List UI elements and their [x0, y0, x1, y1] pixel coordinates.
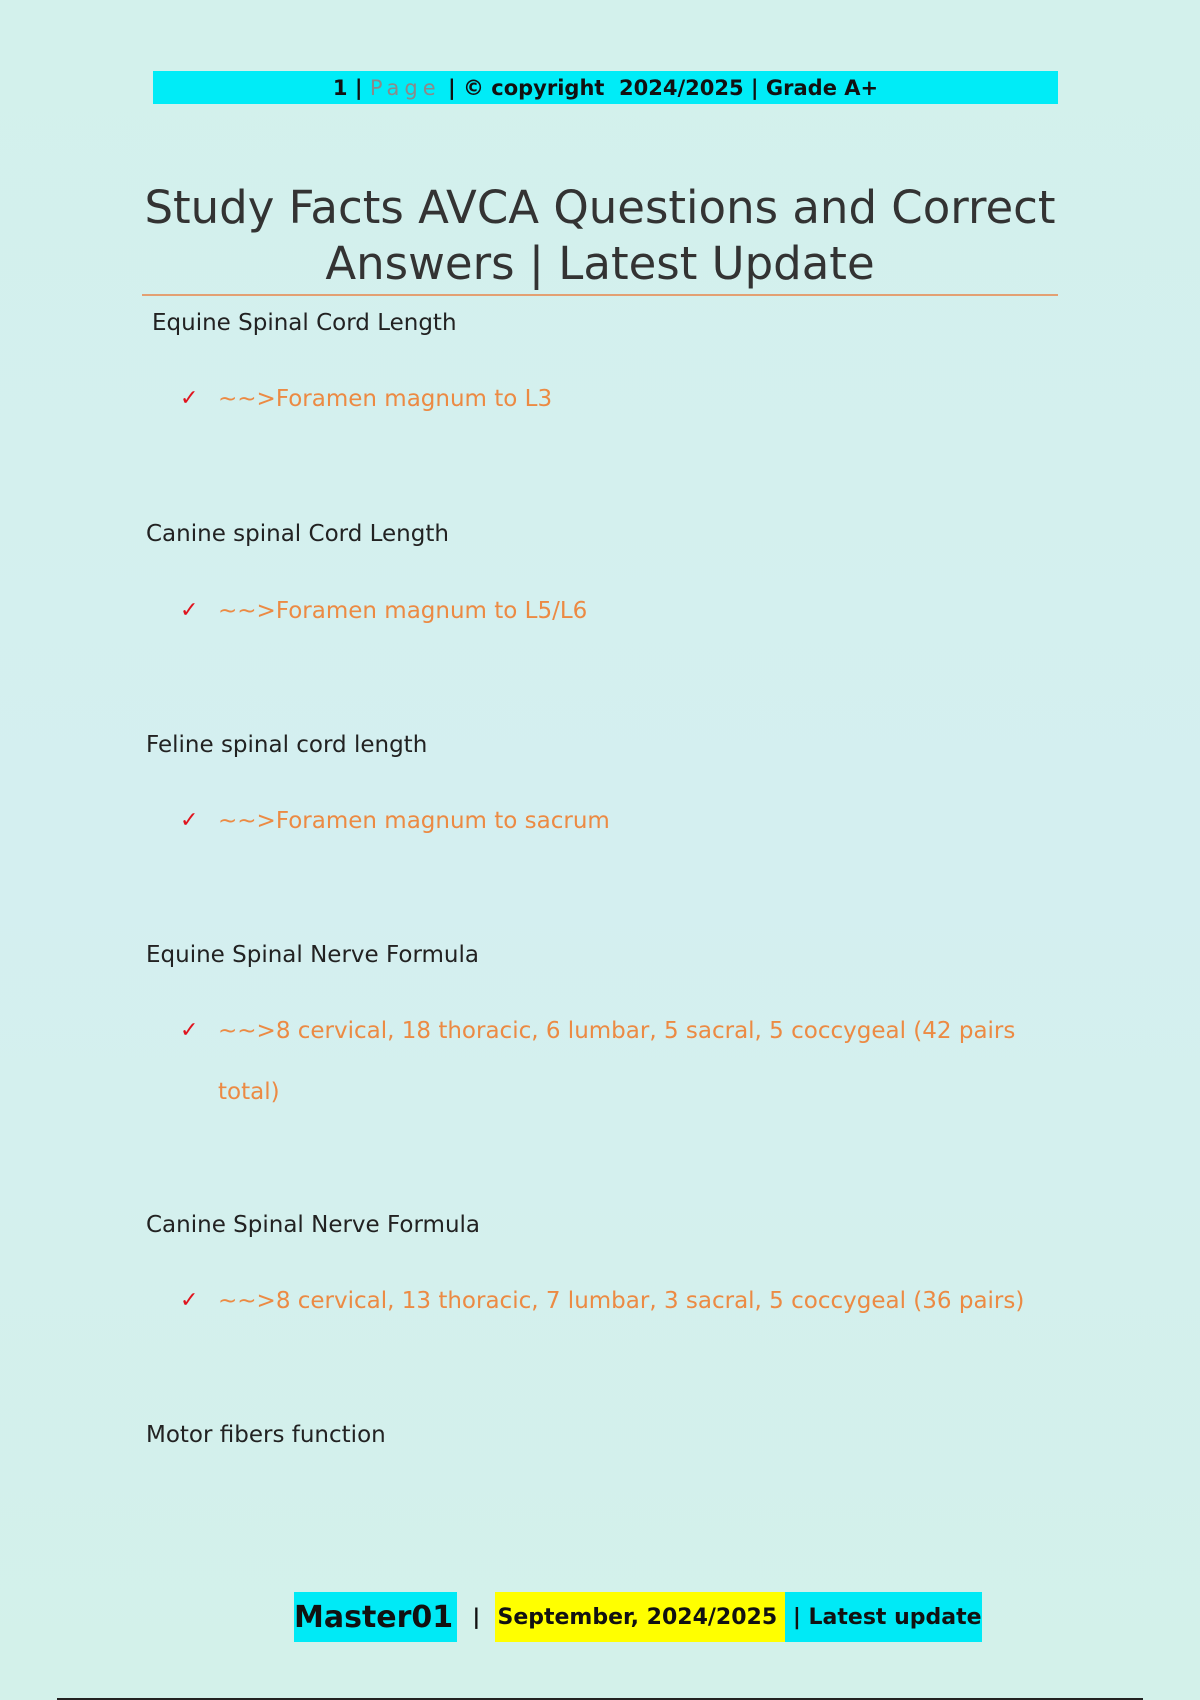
answer-canine-cord-length — [180, 596, 1040, 642]
page-header-bar — [153, 71, 1058, 104]
page-footer — [294, 1592, 982, 1642]
answer-equine-cord-length — [180, 384, 1040, 430]
footer-date: September, 2024/2025 — [495, 1592, 785, 1642]
header-separator: | — [347, 75, 370, 100]
answer-feline-cord-length — [180, 806, 1040, 852]
question-canine-nerve-formula: Canine Spinal Nerve Formula — [146, 1212, 481, 1238]
document-title — [142, 180, 1058, 292]
check-icon: ✓ — [180, 1288, 199, 1313]
page-number: 1 — [332, 75, 348, 100]
title-line-2: Answers | Latest Update — [325, 237, 875, 290]
answer-equine-nerve-formula — [180, 1016, 1040, 1123]
title-divider — [142, 294, 1058, 296]
check-icon: ✓ — [180, 598, 199, 623]
answer-canine-nerve-formula — [180, 1286, 1040, 1332]
answer-text: ~~>Foramen magnum to sacrum — [218, 808, 610, 834]
header-copyright-text: | © copyright 2024/2025 | Grade A+ — [440, 75, 879, 100]
answer-text: ~~>8 cervical, 18 thoracic, 6 lumbar, 5 sacral, 5 coccygeal (42 pairs total) — [218, 1018, 1016, 1105]
question-feline-cord-length: Feline spinal cord length — [146, 732, 428, 758]
footer-update-label: Latest update — [808, 1604, 982, 1630]
question-motor-fibers: Motor fibers function — [146, 1422, 386, 1448]
question-canine-cord-length: Canine spinal Cord Length — [146, 521, 449, 547]
answer-text: ~~>Foramen magnum to L5/L6 — [218, 598, 588, 624]
answer-text: ~~>8 cervical, 13 thoracic, 7 lumbar, 3 sacral, 5 coccygeal (36 pairs) — [218, 1288, 1025, 1314]
title-line-1: Study Facts AVCA Questions and Correct — [144, 181, 1056, 234]
footer-author: Master01 — [294, 1592, 457, 1642]
question-equine-cord-length: Equine Spinal Cord Length — [152, 310, 457, 336]
answer-text: ~~>Foramen magnum to L3 — [218, 386, 553, 412]
footer-separator-2: | — [785, 1604, 809, 1630]
page-label: Page — [369, 75, 441, 100]
check-icon: ✓ — [180, 1018, 199, 1043]
footer-update — [785, 1592, 981, 1642]
check-icon: ✓ — [180, 808, 199, 833]
check-icon: ✓ — [180, 386, 199, 411]
footer-separator: | — [465, 1605, 488, 1629]
question-equine-nerve-formula: Equine Spinal Nerve Formula — [146, 942, 479, 968]
